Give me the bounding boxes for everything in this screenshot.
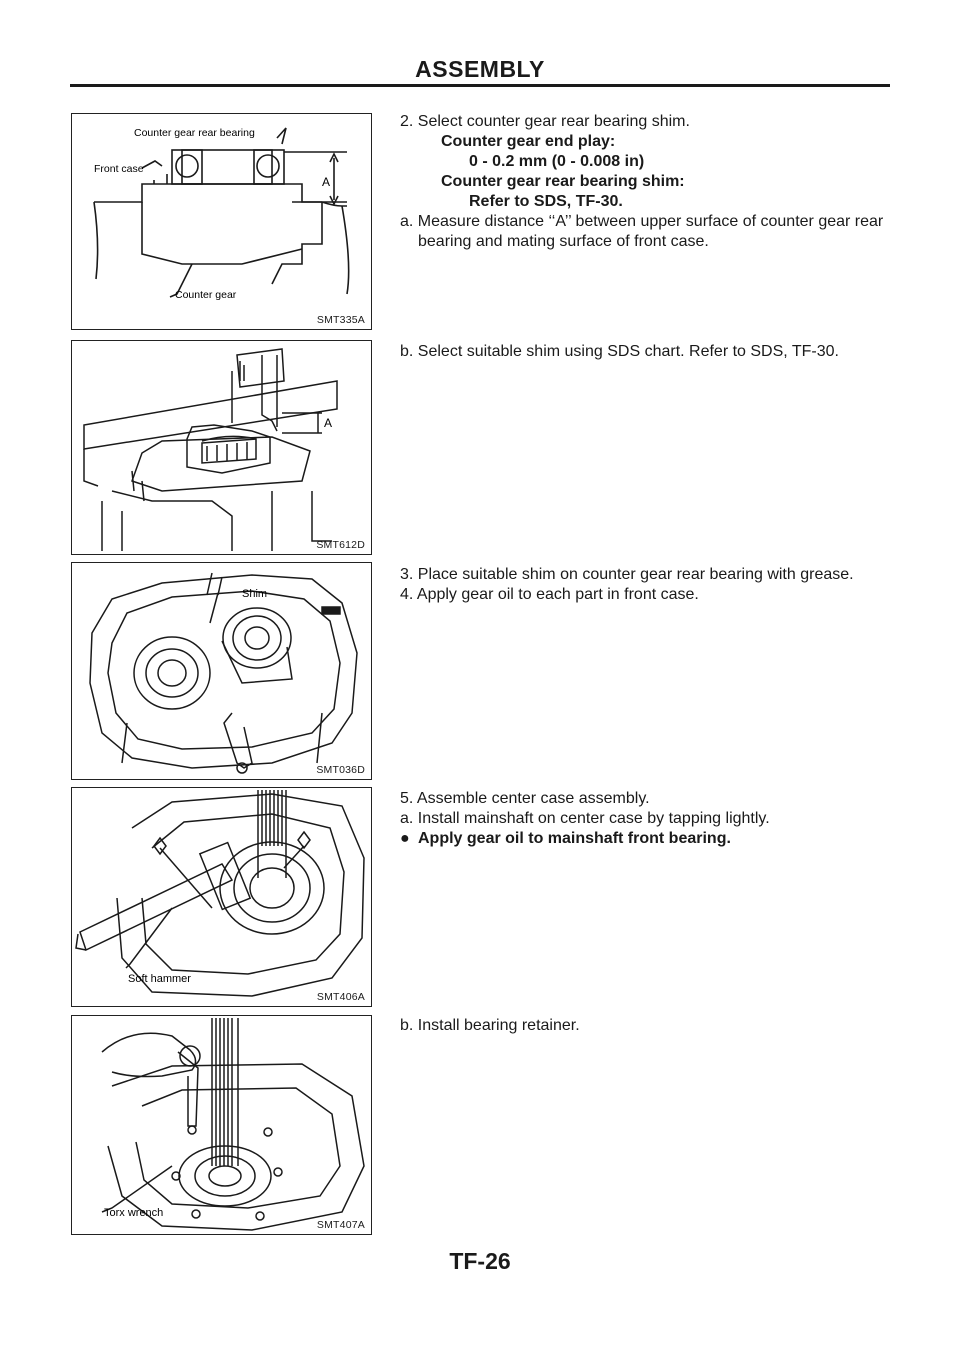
- page-header-title: ASSEMBLY: [415, 56, 545, 82]
- figure-drawing: [72, 114, 371, 329]
- spec-label: Counter gear rear bearing shim:: [441, 173, 685, 190]
- step-title: 5. Assemble center case assembly.: [400, 790, 650, 807]
- figure-label: Shim: [242, 588, 268, 600]
- step-5-block: [400, 789, 890, 849]
- step-substep: a. Install mainshaft on center case by tapping lightly.: [400, 810, 770, 827]
- figure-label: Counter gear: [175, 289, 237, 301]
- figure-drawing: [72, 788, 371, 1006]
- step-3-4-block: [400, 565, 890, 605]
- step-title: 4. Apply gear oil to each part in front case.: [400, 586, 699, 603]
- figure-install-bearing-retainer: [71, 1015, 372, 1235]
- figure-code: SMT407A: [316, 1219, 365, 1231]
- step-title: 3. Place suitable shim on counter gear rear bearing with grease.: [400, 566, 854, 583]
- step-substep: b. Select suitable shim using SDS chart. Refer to SDS, TF-30.: [400, 343, 839, 360]
- figure-drawing: [72, 1016, 371, 1234]
- figure-code: SMT406A: [316, 991, 365, 1003]
- figure-install-mainshaft: [71, 787, 372, 1007]
- figure-label: Torx wrench: [104, 1207, 164, 1219]
- step-2-block: [400, 112, 890, 252]
- figure-label: A: [322, 175, 331, 189]
- figure-code: SMT036D: [316, 764, 365, 776]
- figure-label: Counter gear rear bearing: [134, 127, 255, 139]
- figure-label: Soft hammer: [128, 973, 191, 985]
- figure-counter-gear-bearing: [71, 113, 372, 330]
- figure-code: SMT335A: [316, 314, 365, 326]
- spec-value: Refer to SDS, TF-30.: [469, 193, 623, 210]
- figure-place-shim: [71, 562, 372, 780]
- figure-drawing: [72, 563, 371, 779]
- step-substep: b. Install bearing retainer.: [400, 1017, 580, 1034]
- figure-label: Front case: [94, 163, 144, 175]
- bullet-note: [400, 829, 890, 849]
- note-text: Apply gear oil to mainshaft front bearing.: [418, 830, 731, 847]
- step-substep: a. Measure distance ‘‘A’’ between upper surface of counter gear rear bearing and mating surface of front case.: [400, 213, 884, 250]
- figure-label: A: [324, 416, 333, 430]
- step-5b-block: [400, 1016, 890, 1036]
- bullet-icon: ●: [400, 830, 410, 847]
- spec-label: Counter gear end play:: [441, 133, 616, 150]
- figure-drawing: [72, 341, 371, 554]
- page-number: TF-26: [449, 1248, 511, 1274]
- step-title: 2. Select counter gear rear bearing shim.: [400, 113, 690, 130]
- header-rule: [70, 84, 890, 87]
- figure-measure-distance: [71, 340, 372, 555]
- spec-value: 0 - 0.2 mm (0 - 0.008 in): [469, 153, 645, 170]
- figure-code: SMT612D: [316, 539, 365, 551]
- step-2b-block: [400, 342, 890, 362]
